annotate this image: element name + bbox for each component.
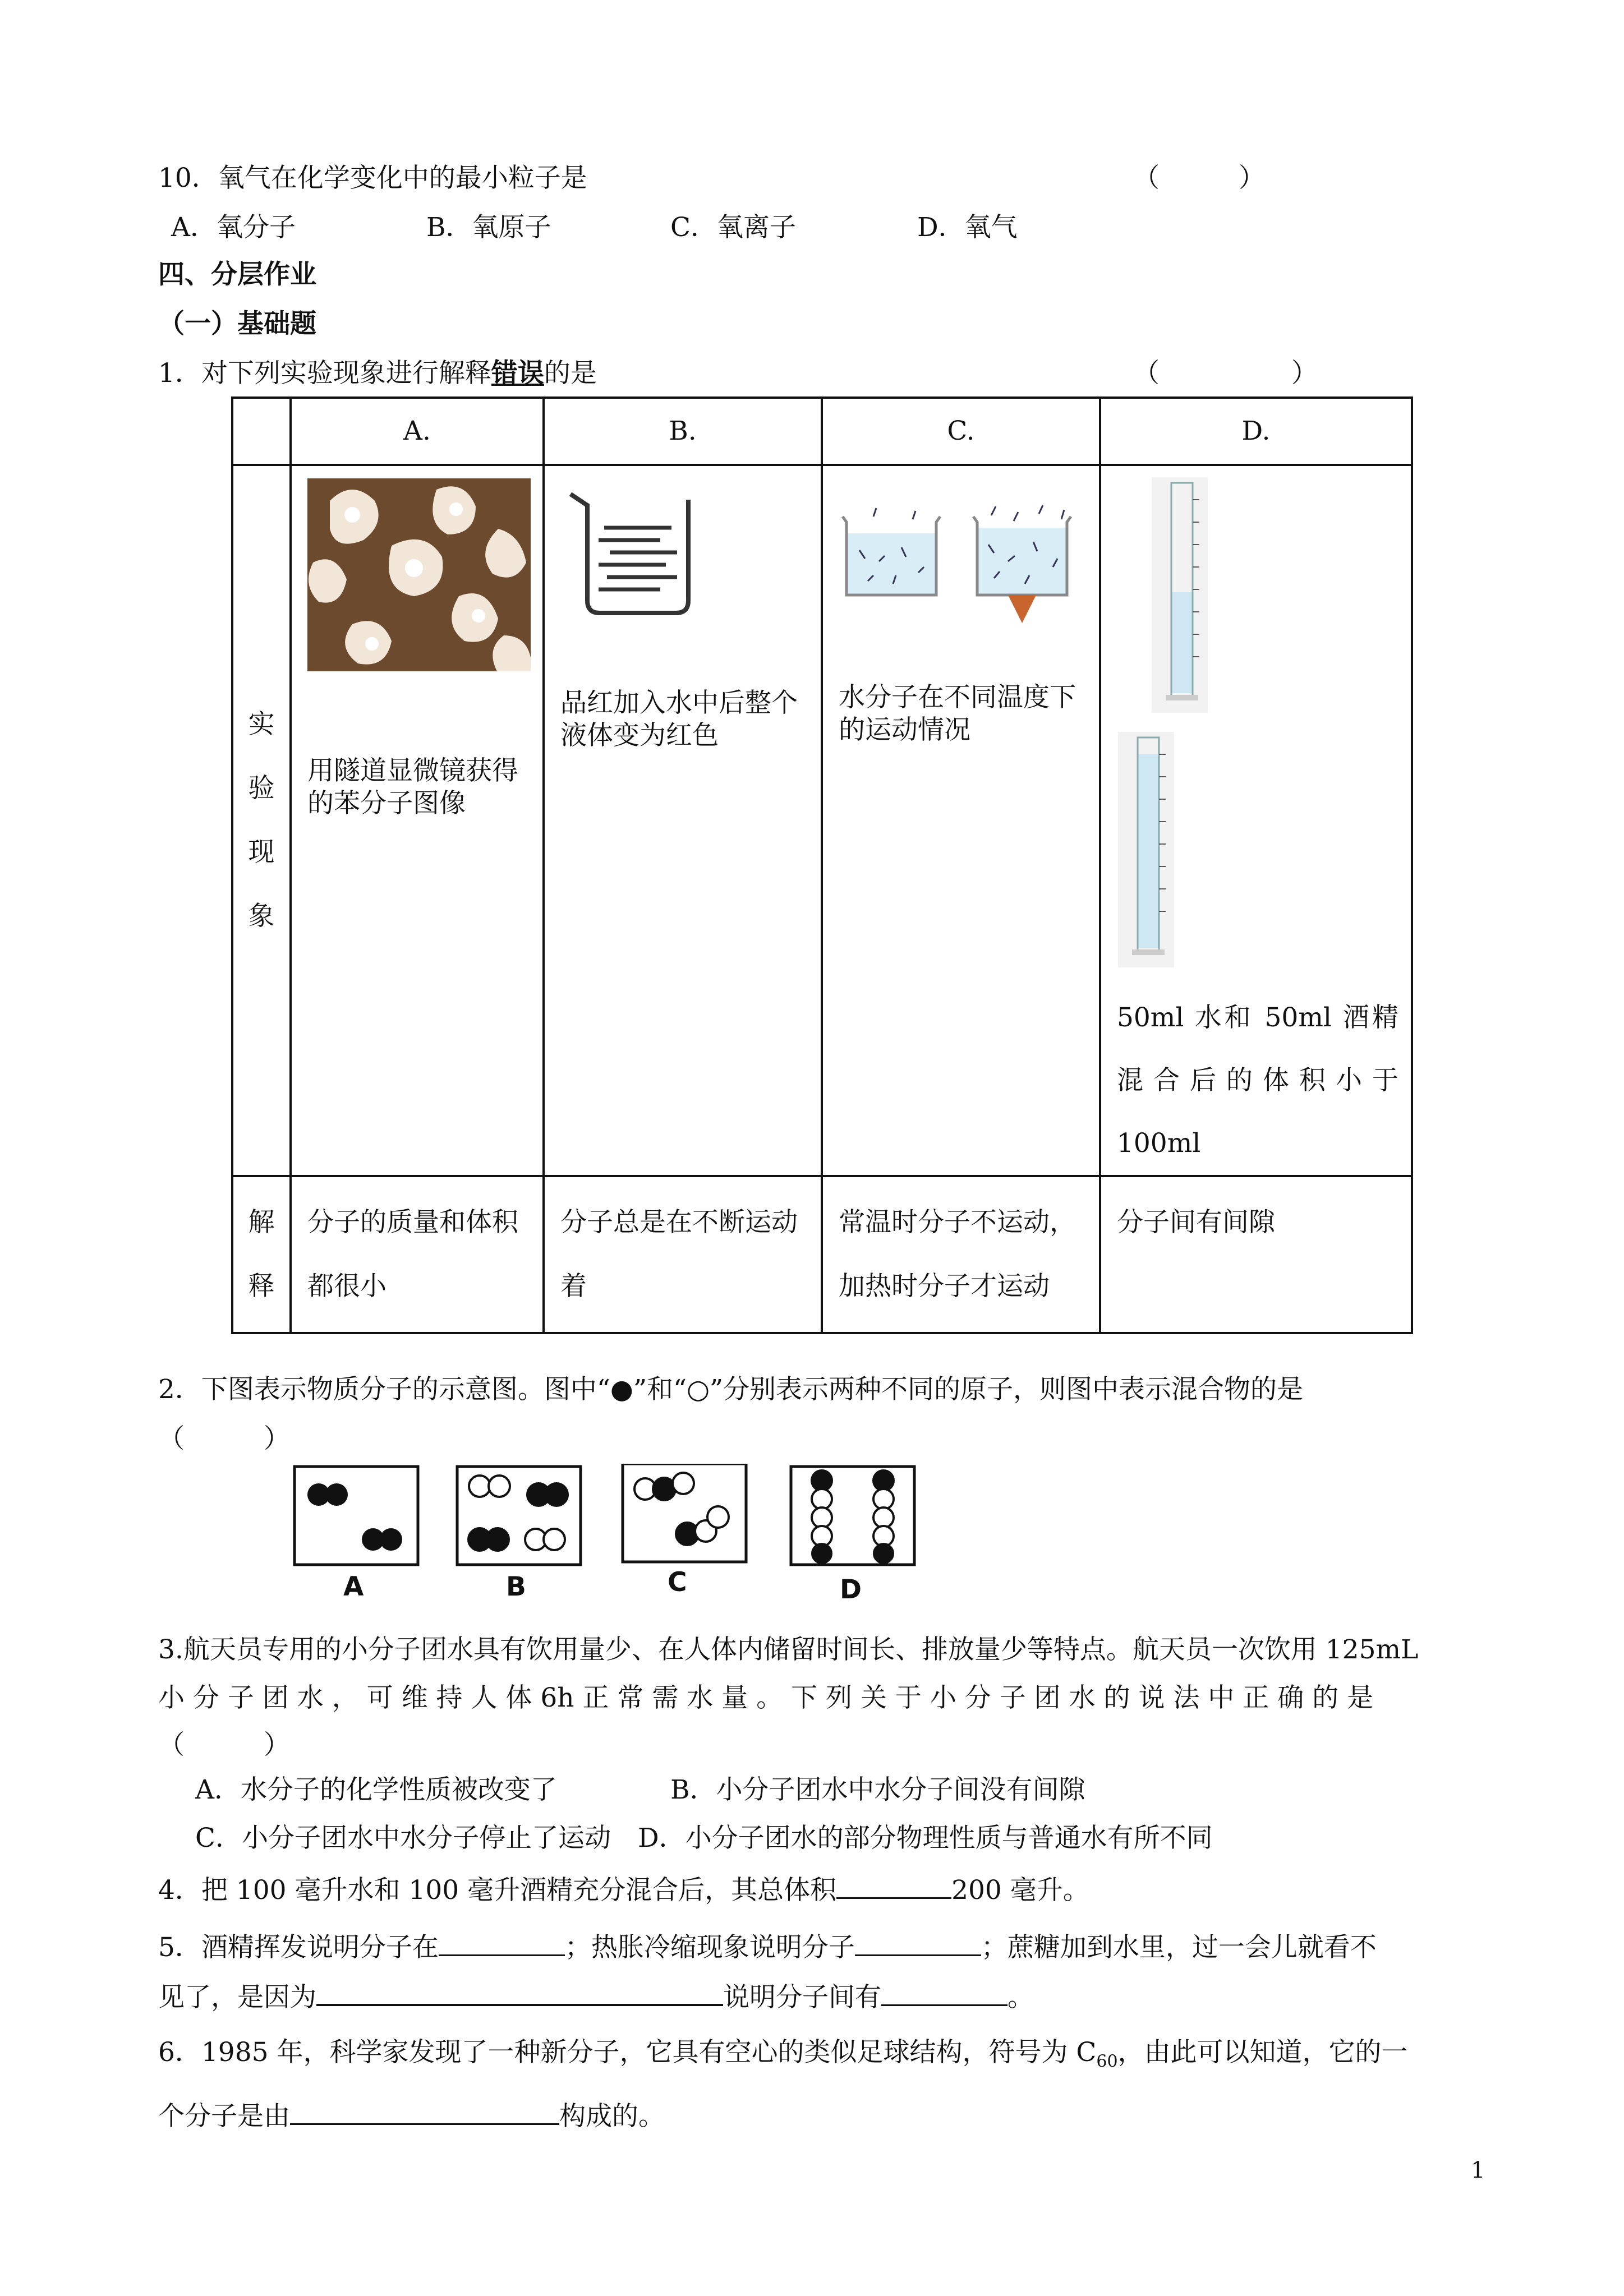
cell-phenomenon-b — [544, 465, 822, 1176]
q6-part4: 构成的。 — [559, 2101, 665, 2132]
q4-post: 200 毫升。 — [951, 1875, 1089, 1906]
cell-phenomenon-a — [291, 465, 544, 1176]
q3-line2: 小 分 子 团 水 ， 可 维 持 人 体 6h 正 常 需 水 量 。 下 列 关 于 小 分 子 团 水 的 说 法 中 正 确 的 是 — [158, 1682, 1374, 1713]
explanation-d: 分子间有间隙 — [1100, 1176, 1412, 1333]
q4-blank[interactable] — [836, 1870, 951, 1899]
q3-line1: 3.航天员专用的小分子团水具有饮用量少、在人体内储留时间长、排放量少等特点。航天员一次饮用 125mL — [158, 1634, 1419, 1665]
graduated-cylinder-icon-2 — [1112, 732, 1180, 967]
cell-phenomenon-c — [822, 465, 1100, 1176]
q6-subscript: 60 — [1096, 2051, 1118, 2072]
experiment-table — [231, 397, 1413, 1334]
q10-option-c: C．氧离子 — [670, 212, 796, 243]
q5-part2: ；热胀冷缩现象说明分子 — [564, 1932, 855, 1963]
q6-line1 — [158, 2036, 1408, 2078]
water-molecules-temperature-icon — [840, 505, 1081, 623]
q5-blank1[interactable] — [439, 1928, 565, 1956]
q5-blank2[interactable] — [855, 1928, 981, 1956]
q6-part2: ，由此可以知道，它的一 — [1117, 2037, 1408, 2068]
row-label-phenomenon — [232, 465, 291, 1176]
q5-part6: 。 — [1007, 1982, 1034, 2013]
phenomenon-b-text: 品红加入水中后整个液体变为红色 — [560, 688, 798, 751]
q5-line2 — [158, 1977, 1034, 2014]
graduated-cylinder-icon-1 — [1146, 477, 1213, 713]
explanation-a: 分子的质量和体积都很小 — [291, 1176, 544, 1333]
q6-part3: 个分子是由 — [158, 2101, 290, 2132]
section-title: 四、分层作业 — [158, 259, 316, 290]
q10-option-b: B．氧原子 — [426, 212, 551, 243]
row-label-char: 实 — [248, 709, 275, 740]
header-d: D. — [1100, 398, 1412, 465]
header-c: C. — [822, 398, 1100, 465]
q4 — [158, 1870, 1089, 1907]
q1-stem-pre: 1．对下列实验现象进行解释 — [158, 358, 491, 389]
phenomenon-d-text: 50ml 水和 50ml 酒精混合后的体积小于100ml — [1117, 1002, 1398, 1159]
q6-part1: 6．1985 年，科学家发现了一种新分子，它具有空心的类似足球结构，符号为 C — [158, 2037, 1097, 2068]
q3-option-c: C．小分子团水中水分子停止了运动 — [195, 1823, 611, 1854]
q5-part1: 5．酒精挥发说明分子在 — [158, 1932, 439, 1963]
q1-stem — [158, 357, 597, 390]
q1-stem-post: 的是 — [544, 358, 597, 389]
row-label-explanation — [232, 1176, 291, 1333]
q10-stem: 10．氧气在化学变化中的最小粒子是 — [158, 163, 587, 193]
q5-part3: ；蔗糖加到水里，过一会儿就看不 — [981, 1932, 1377, 1963]
row-label-char: 验 — [248, 773, 275, 804]
q4-pre: 4．把 100 毫升水和 100 毫升酒精充分混合后，其总体积 — [158, 1875, 837, 1906]
benzene-stm-image — [307, 478, 531, 671]
q10-option-a: A．氧分子 — [171, 212, 296, 243]
q1-answer-paren: （ ） — [1133, 358, 1318, 389]
table-corner — [232, 398, 291, 465]
molecule-diagrams — [292, 1464, 926, 1612]
explanation-c: 常温时分子不运动，加热时分子才运动 — [822, 1176, 1100, 1333]
beaker-icon — [565, 488, 711, 617]
diagram-label-a: A — [343, 1571, 364, 1602]
phenomenon-a-text: 用隧道显微镜获得的苯分子图像 — [307, 755, 518, 819]
header-a: A. — [291, 398, 544, 465]
header-b: B. — [544, 398, 822, 465]
q1-stem-emphasis: 错误 — [491, 358, 544, 389]
diagram-label-b: B — [506, 1571, 526, 1602]
row-label-char: 现 — [248, 837, 275, 868]
q5-blank4[interactable] — [881, 1977, 1007, 2006]
q5-line1 — [158, 1928, 1377, 1965]
q3-option-d: D．小分子团水的部分物理性质与普通水有所不同 — [638, 1823, 1213, 1854]
row-label-char: 象 — [248, 901, 275, 932]
q3-option-a: A．水分子的化学性质被改变了 — [195, 1774, 557, 1805]
phenomenon-c-text: 水分子在不同温度下的运动情况 — [839, 682, 1076, 745]
diagram-box-a — [295, 1467, 418, 1565]
q10-option-d: D．氧气 — [917, 212, 1018, 243]
q10-answer-paren: （ ） — [1133, 163, 1265, 193]
explanation-b: 分子总是在不断运动着 — [544, 1176, 822, 1333]
q2-answer-paren: （ ） — [158, 1423, 290, 1454]
q5-blank3[interactable] — [316, 1977, 723, 2006]
cell-phenomenon-d — [1100, 465, 1412, 1176]
q6-blank[interactable] — [290, 2096, 559, 2125]
q2-stem: 2．下图表示物质分子的示意图。图中“●”和“○”分别表示两种不同的原子，则图中表示混合物的是 — [158, 1374, 1304, 1405]
q5-part4: 见了，是因为 — [158, 1982, 316, 2013]
row-label-char: 解 — [248, 1207, 275, 1238]
row-label-char: 释 — [248, 1271, 275, 1302]
diagram-box-d — [791, 1467, 914, 1565]
page-number: 1 — [1471, 2157, 1485, 2183]
q3-answer-paren: （ ） — [158, 1730, 290, 1760]
diagram-label-d: D — [840, 1574, 862, 1605]
q3-option-b: B．小分子团水中水分子间没有间隙 — [670, 1774, 1085, 1805]
q5-part5: 说明分子间有 — [723, 1982, 881, 2013]
diagram-label-c: C — [668, 1567, 687, 1598]
section-subtitle: （一）基础题 — [158, 308, 316, 339]
q6-line2 — [158, 2096, 665, 2133]
